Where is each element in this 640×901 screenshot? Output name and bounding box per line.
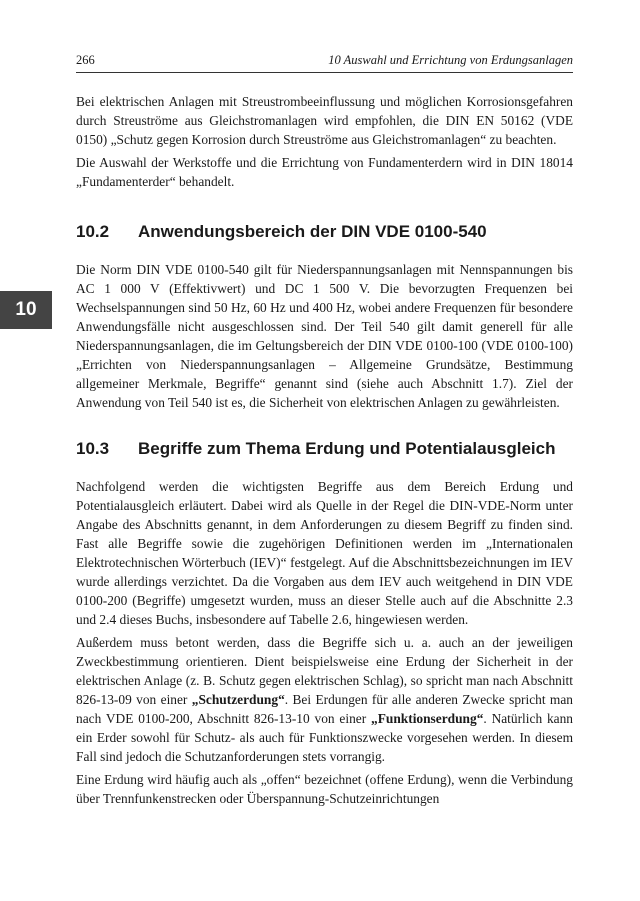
section-heading-10-2 [76, 221, 573, 243]
text-run: Außerdem muss betont werden, dass die Begriffe sich u. a. auch an der jeweiligen Zweckbestimmung orientieren. Dient beispielsweise eine Erdung der Sicherheit in der elektrischen Anlage (z. B. Schutz gegen elektrischen Schlag), so spricht man nach Abschnitt 826-13-09 von einer [76, 635, 573, 707]
intro-paragraph-1: Bei elektrischen Anlagen mit Streustrombeeinflussung und möglichen Korrosionsgefahren durch Streuströme aus Gleichstromanlagen wird empfohlen, die DIN EN 50162 (VDE 0150) „Schutz gegen Korrosion durch Streuströme aus Gleichstromanlagen“ zu beachten. [76, 94, 573, 147]
header-rule [76, 72, 573, 73]
intro-paragraph-2: Die Auswahl der Werkstoffe und die Errichtung von Fundamenterdern wird in DIN 18014 „Fundamenterder“ behandelt. [76, 155, 573, 189]
term-funktionserdung: „Funktionserdung“ [371, 711, 484, 726]
section-10-3-paragraph-3: Eine Erdung wird häufig auch als „offen“ bezeichnet (offene Erdung), wenn die Verbindung über Trennfunkenstrecken oder Überspannung-Schutzeinrichtungen [76, 772, 573, 806]
text-run: . Bei Erdungen für alle anderen Zwecke spricht man nach VDE 0100-200, Abschnitt 826-13-10 von einer [76, 692, 573, 726]
page-header [76, 53, 573, 73]
section-title: Begriffe zum Thema Erdung und Potentialausgleich [138, 439, 556, 458]
running-chapter-title: 10 Auswahl und Errichtung von Erdungsanlagen [328, 53, 573, 67]
section-title: Anwendungsbereich der DIN VDE 0100-540 [138, 222, 487, 241]
text-run: . Natürlich kann ein Erder sowohl für Schutz- als auch für Funktionszwecke vorgesehen werden. In diesem Fall sind jedoch die Schutzanforderungen stets vorrangig. [76, 711, 573, 764]
section-number: 10.3 [76, 439, 110, 458]
section-number: 10.2 [76, 222, 110, 241]
section-heading-10-3 [76, 438, 573, 460]
page-body [76, 92, 573, 812]
term-schutzerdung: „Schutzerdung“ [191, 692, 285, 707]
section-10-3-paragraph-2 [76, 633, 573, 766]
chapter-tab: 10 [0, 291, 52, 329]
section-10-2-paragraph: Die Norm DIN VDE 0100-540 gilt für Niederspannungsanlagen mit Nennspannungen bis AC 1 000 V (Effektivwert) und DC 1 500 V. Die bevorzugten Frequenzen bei Wechselspannungen sind 50 Hz, 60 Hz und 400 Hz, wobei andere Frequenzen für besondere Anwendungsfälle nicht ausgeschlossen sind. Der Teil 540 gilt damit generell für alle Niederspannungsanlagen, die im Geltungsbereich der DIN VDE 0100-100 (VDE 0100-100) „Errichten von Niederspannungsanlagen – Allgemeine Grundsätze, Bestimmung allgemeiner Merkmale, Begriffe“ genannt sind (siehe auch Abschnitt 1.7). Ziel der Anwendung von Teil 540 ist es, die Sicherheit von elektrischen Anlagen zu gewährleisten. [76, 262, 573, 410]
section-10-3-paragraph-1: Nachfolgend werden die wichtigsten Begriffe aus dem Bereich Erdung und Potentialausgleich erläutert. Dabei wird als Quelle in der Regel die DIN-VDE-Norm unter Angabe des Abschnitts genannt, in dem Anforderungen zu diesem Begriff zu finden sind. Fast alle Begriffe sowie die zugehörigen Definitionen werden im „Internationalen Elektrotechnischen Wörterbuch (IEV)“ festgelegt. Auf die Abschnittsbezeichnungen im IEV wurde allerdings verzichtet. Da die Vorgaben aus dem IEV auch weitgehend in DIN VDE 0100-200 (Begriffe) umgesetzt wurden, muss an dieser Stelle auch auf die Abschnitte 2.3 und 2.4 dieses Buchs, insbesondere auf Tabelle 2.6, hingewiesen werden. [76, 479, 573, 627]
page-number: 266 [76, 53, 95, 67]
